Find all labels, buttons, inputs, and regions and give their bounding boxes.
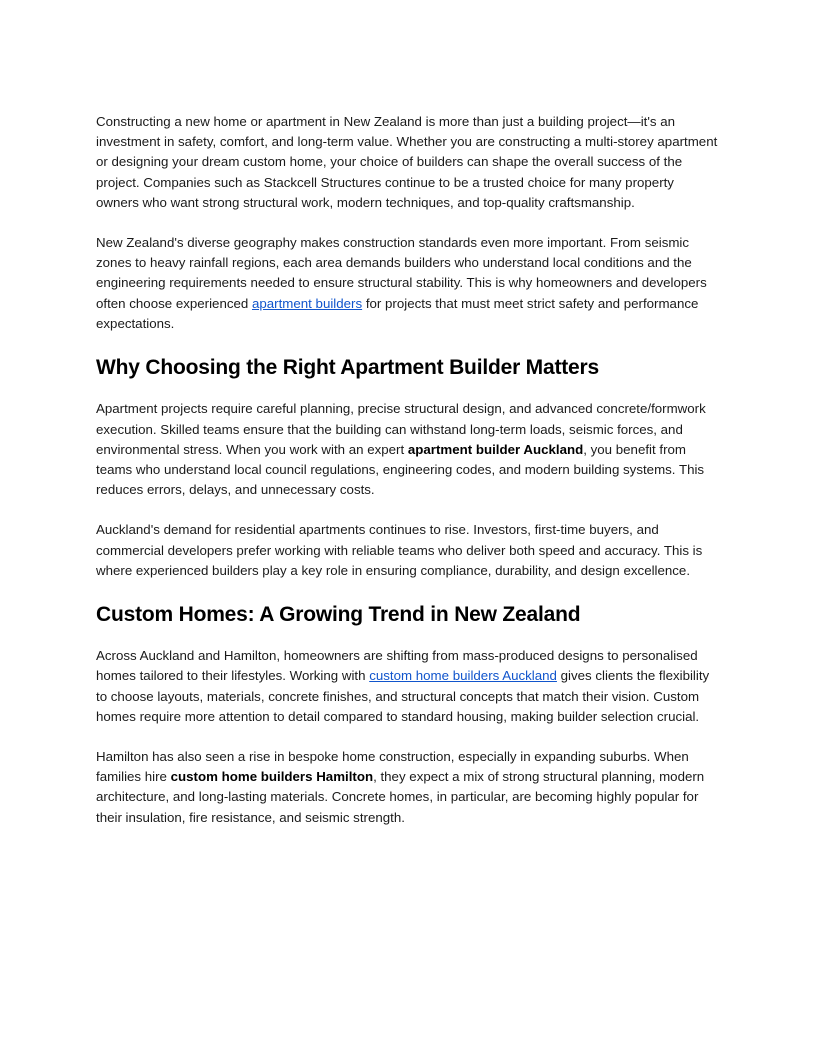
text-run: Across Auckland and Hamilton, homeowners are shifting from mass-produced designs to personalised homes tailored to their lifestyles. Working with xyxy=(96,648,702,684)
bold-phrase: apartment builder Auckland xyxy=(407,441,584,457)
heading-custom-homes: Custom Homes: A Growing Trend in New Zealand xyxy=(96,602,581,626)
hamilton-paragraph xyxy=(96,747,720,828)
bold-phrase: custom home builders Hamilton xyxy=(170,769,374,785)
text-run: , they expect a mix of strong structural planning, modern architecture, and long-lasting materials. Concrete homes, in particular, are becoming highly popular for their insulation, fire resistance, and seismic strength. xyxy=(96,769,708,825)
text-run: gives clients the flexibility to choose layouts, materials, concrete finishes, and structural concepts that match their vision. Custom homes require more attention to detail compared to standard housing, making builder selection crucial. xyxy=(96,668,713,724)
text-run: Auckland's demand for residential apartments continues to rise. Investors, first-time buyers, and commercial developers prefer working with reliable teams who deliver both speed and accuracy. This is where experienced builders play a key role in ensuring compliance, durability, and design excellence. xyxy=(96,522,706,578)
intro-paragraph xyxy=(96,112,720,213)
custom-homes-paragraph xyxy=(96,646,720,727)
inline-link[interactable]: apartment builders xyxy=(251,295,363,311)
inline-link[interactable]: custom home builders Auckland xyxy=(369,668,557,684)
apartment-projects-paragraph xyxy=(96,399,720,500)
text-run: Constructing a new home or apartment in New Zealand is more than just a building project—it's an investment in safety, comfort, and long-term value. Whether you are constructing a multi-storey apartment or designing your dream custom home, your choice of builders can shape the overall success of the project. Companies such as Stackcell Structures continue to be a trusted choice for many property owners who want strong structural work, modern techniques, and top-quality craftsmanship. xyxy=(96,114,721,210)
text-run: for projects that must meet strict safety and performance expectations. xyxy=(96,295,703,331)
text-run: New Zealand's diverse geography makes construction standards even more important. From seismic zones to heavy rainfall regions, each area demands builders who understand local conditions and the engineering requirements needed to ensure structural stability. This is why homeowners and developers often choose experienced xyxy=(96,235,711,311)
auckland-demand-paragraph xyxy=(96,520,720,581)
text-run: , you benefit from teams who understand local council regulations, engineering codes, and modern building systems. This reduces errors, delays, and unnecessary costs. xyxy=(96,441,708,498)
text-run: Apartment projects require careful planning, precise structural design, and advanced concrete/formwork execution. Skilled teams ensure that the building can withstand long-term loads, seismic forces, and environmental stress. When you work with an expert xyxy=(96,401,710,457)
heading-apartment-builder: Why Choosing the Right Apartment Builder Matters xyxy=(96,356,599,380)
document-body xyxy=(96,112,720,828)
text-run: Hamilton has also seen a rise in bespoke home construction, especially in expanding suburbs. When families hire xyxy=(96,749,693,785)
geography-paragraph xyxy=(96,233,720,334)
